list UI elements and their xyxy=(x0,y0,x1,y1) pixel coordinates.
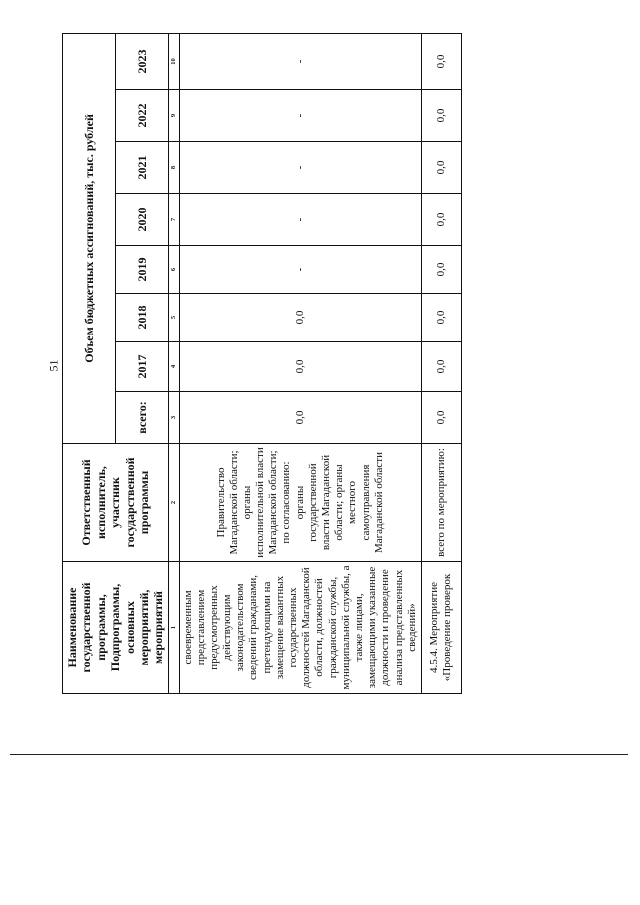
column-number: 9 xyxy=(168,90,179,142)
header-executor: Ответственный исполнитель, участник государственной программы xyxy=(63,444,169,562)
header-year: 2019 xyxy=(115,246,168,294)
cell-value: 0,0 xyxy=(179,392,421,444)
column-number: 8 xyxy=(168,142,179,194)
cell-value: 0,0 xyxy=(421,342,461,392)
header-year: 2022 xyxy=(115,90,168,142)
budget-table xyxy=(62,33,462,694)
column-number: 7 xyxy=(168,194,179,246)
cell-value: 0,0 xyxy=(421,194,461,246)
cell-value: 0,0 xyxy=(421,294,461,342)
cell-value: 0,0 xyxy=(421,90,461,142)
column-number: 4 xyxy=(168,342,179,392)
row-name: своевременным представлением предусмотренных действующим законодательством сведений гражданами, претендующими на замещение вакантных государственных должностей Магаданской области, должностей гражданской службы, муниципальной службы, а также лицами, замещающими указанные должности и проведение анализа представленных сведений» xyxy=(179,562,421,694)
header-year: 2017 xyxy=(115,342,168,392)
footer-rule xyxy=(10,754,628,755)
cell-value: 0,0 xyxy=(421,246,461,294)
column-number: 2 xyxy=(168,444,179,562)
cell-value: 0,0 xyxy=(421,392,461,444)
table-row xyxy=(179,33,421,693)
header-year: 2021 xyxy=(115,142,168,194)
cell-value: - xyxy=(179,194,421,246)
cell-value: - xyxy=(179,246,421,294)
cell-value: 0,0 xyxy=(179,294,421,342)
cell-value: 0,0 xyxy=(179,342,421,392)
column-number: 3 xyxy=(168,392,179,444)
header-name: Наименование государственной программы, Подпрограммы, основных мероприятий, мероприятий xyxy=(63,562,169,694)
header-year: 2020 xyxy=(115,194,168,246)
budget-table-container xyxy=(62,34,640,694)
cell-value: - xyxy=(179,90,421,142)
row-name: 4.5.4. Мероприятие «Проведение проверок xyxy=(421,562,461,694)
column-number: 5 xyxy=(168,294,179,342)
header-row-1 xyxy=(63,33,116,693)
cell-value: - xyxy=(179,142,421,194)
header-year: 2018 xyxy=(115,294,168,342)
column-number: 1 xyxy=(168,562,179,694)
column-number-row xyxy=(168,33,179,693)
cell-value: 0,0 xyxy=(421,33,461,89)
column-number: 6 xyxy=(168,246,179,294)
header-total: всего: xyxy=(115,392,168,444)
page-number: 51 xyxy=(46,359,61,372)
cell-value: 0,0 xyxy=(421,142,461,194)
header-year: 2023 xyxy=(115,33,168,89)
column-number: 10 xyxy=(168,33,179,89)
row-executor: Правительство Магаданской области; органы исполнительной власти Магаданской области; по согласованию: органы государственной власти Магаданской области; органы местного самоуправления Магаданской области xyxy=(179,444,421,562)
cell-value: - xyxy=(179,33,421,89)
table-row xyxy=(421,33,461,693)
header-budget-group: Объем бюджетных ассигнований, тыс. рублей xyxy=(63,33,116,443)
row-executor: всего по мероприятию: xyxy=(421,444,461,562)
